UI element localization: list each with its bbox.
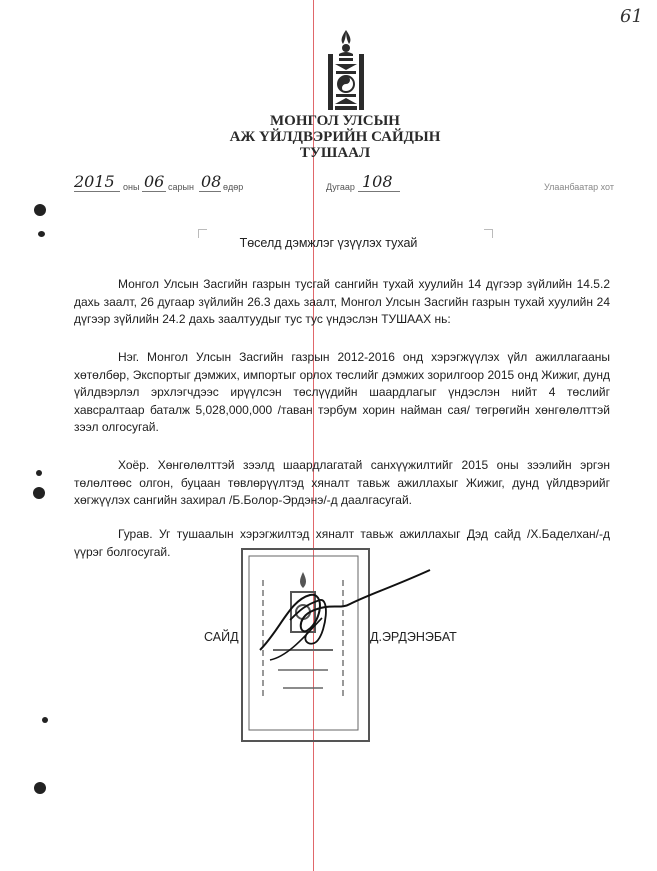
number-label: Дугаар xyxy=(326,182,355,192)
binder-hole xyxy=(33,487,45,499)
date-year: 2015 xyxy=(74,172,115,191)
order-number: 108 xyxy=(362,172,393,191)
day-label: өдөр xyxy=(223,182,244,192)
clause-two xyxy=(74,457,610,510)
scan-speck xyxy=(36,470,42,476)
year-label: оны xyxy=(123,182,140,192)
clause-three-text: Гурав. Уг тушаалын хэрэгжилтэд хяналт тавьж ажиллахыг Дэд сайд /Х.Баделхан/-д үүрэг болгосугай. xyxy=(74,527,610,559)
date-month: 06 xyxy=(144,172,165,191)
intro-text: Монгол Улсын Засгийн газрын тусгай сангийн тухай хуулийн 14 дүгээр зүйлийн 14.5.2 дахь заалт, 26 дугаар зүйлийн 26.3 дахь заалт, Монгол Улсын Засгийн газрын тухай хуулийн 24 дүгээр зүйлийн 24.2 дахь заалтуудыг тус тус үндэслэн ТУШААХ нь: xyxy=(74,277,610,326)
clause-two-text: Хоёр. Хөнгөлөлттэй зээлд шаардлагатай санхүүжилтийг 2015 оны зээлийн эргэн төлөлтөөс олгон, буцаан төвлөрүүлтэд хяналт тавьж ажиллахыг Жижиг, дунд үйлдвэрийг хөгжүүлэх сангийн захирал /Б.Болор-Эрдэнэ/-д даалгасугай. xyxy=(74,458,610,507)
header-line-3: ТУШААЛ xyxy=(299,145,371,161)
year-underline xyxy=(74,191,120,192)
handwritten-signature xyxy=(230,560,460,670)
date-number-row xyxy=(74,172,644,194)
month-label: сарын xyxy=(168,182,194,192)
signatory-name: Д.ЭРДЭНЭБАТ xyxy=(370,630,457,644)
page-number: 61 xyxy=(620,6,643,27)
header-line-2: АЖ ҮЙЛДВЭРИЙН САЙДЫН xyxy=(229,129,441,145)
clause-one xyxy=(74,349,610,437)
intro-paragraph xyxy=(74,276,610,329)
binder-hole xyxy=(34,204,46,216)
header-line-1: МОНГОЛ УЛСЫН xyxy=(270,113,400,129)
number-underline xyxy=(358,191,400,192)
month-underline xyxy=(142,191,166,192)
date-day: 08 xyxy=(201,172,222,191)
day-underline xyxy=(199,191,221,192)
signatory-title: САЙД xyxy=(204,630,239,644)
document-title: Төселд дэмжлэг үзүүлэх тухай xyxy=(239,236,418,250)
ministry-header xyxy=(205,113,465,161)
scan-speck xyxy=(42,717,48,723)
city-label: Улаанбаатар хот xyxy=(544,182,614,192)
soyombo-emblem-icon xyxy=(322,28,370,114)
clause-one-text: Нэг. Монгол Улсын Засгийн газрын 2012-2016 онд хэрэгжүүлэх үйл ажиллагааны хөтөлбөр, Экспортыг дэмжих, импортыг орлох төслийг дэмжих зорилгоор 2015 онд Жижиг, дунд үйлдвэрлэл эрхлэгчдээс ирүүлсэн төслүүдийн шаардлагыг үндэслэн нийт 4 төслийг хавсралтаар баталж 5,028,000,000 /таван тэрбум хорин найман сая/ төгрөгийн хөнгөлөлттэй зээл олгосугай. xyxy=(74,350,610,434)
binder-hole xyxy=(34,782,46,794)
